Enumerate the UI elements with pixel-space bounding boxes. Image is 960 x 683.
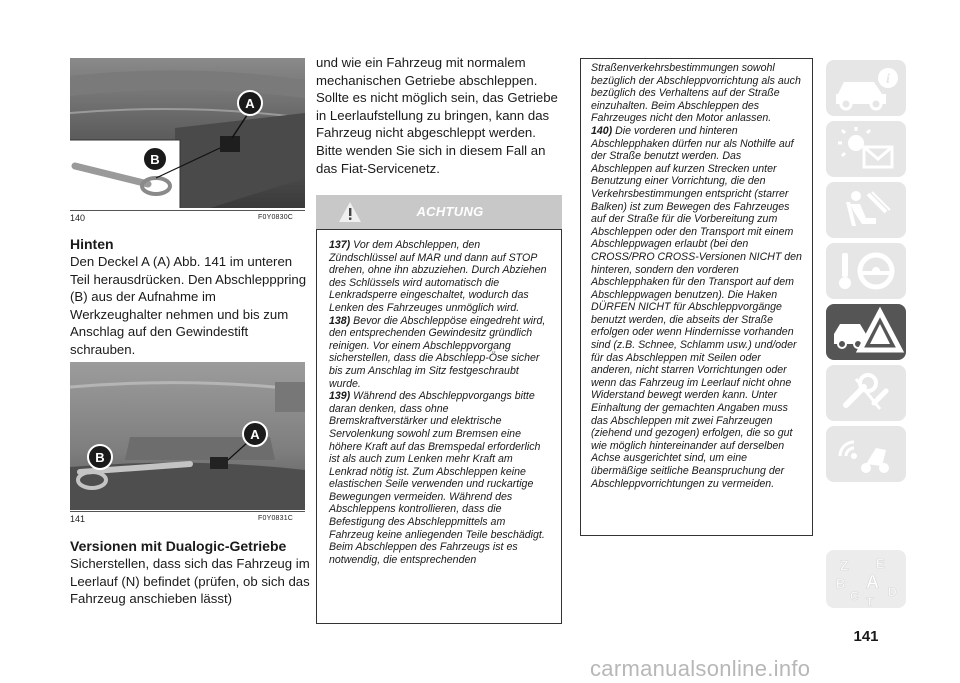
svg-text:i: i bbox=[886, 72, 890, 87]
warning-item-139-number: 139) bbox=[329, 390, 351, 403]
figure-141-label-b: B bbox=[95, 450, 105, 465]
index-letter-z: Z bbox=[840, 557, 849, 573]
key-steering-wheel-icon bbox=[826, 243, 906, 299]
tab-car-info[interactable] bbox=[826, 60, 906, 116]
figure-141-code: F0Y0831C bbox=[258, 515, 294, 522]
section-heading-dualogic: Versionen mit Dualogic-Getriebe bbox=[70, 538, 287, 554]
tab-key-steering[interactable] bbox=[826, 243, 906, 299]
index-letter-t: T bbox=[866, 595, 874, 608]
emergency-triangle-icon bbox=[826, 304, 906, 360]
figure-140-image bbox=[70, 58, 305, 208]
warning-item-137-text: Vor dem Abschleppen, den Zündschlüssel auf MAR und dann auf STOP drehen, ohne ihn abzuziehen. Durch Abziehen des Schlüssels wird automatisch die Lenkradsperre eingeschaltet, wodurch das Lenken des Fahrzeuges unmöglich wird. bbox=[329, 239, 547, 314]
index-letter-e: E bbox=[876, 556, 885, 571]
figure-140-label-b: B bbox=[150, 152, 160, 167]
maintenance-wrench-icon bbox=[826, 365, 906, 421]
index-letters-icon bbox=[826, 550, 906, 608]
warning-item-140-text: Die vorderen und hinteren Abschlepphaken dürfen nur als Nothilfe auf der Straße benutzt werden. Das Abschleppen auf kurzen Strecken unter Benutzung einer Vorrichtung, die den Verkehrsbestimmungen entspricht (starrer Balken) ist zum Bewegen des Fahrzeuges auf der Straße für die Vorbereitung zum Abschleppen oder den Transport mit einem Abschleppwagen erlaubt (bei den CROSS/PRO CROSS-Versionen NICHT den hinteren, sondern den vorderen Abschlepphaken für den Transport auf dem Abschleppwagen benutzen). Die Haken DÜRFEN NICHT für Abschleppvorgänge benutzt werden, die abseits der Straße erfolgen oder wenn Hindernisse vorhanden sind (z.B. Schnee, Schlamm usw.) und/oder für das Abschleppen mit Seilen oder anderen, nicht starren Vorrichtungen oder wenn das Fahrzeug im Leerlauf nicht ohne Widerstand bewegt werden kann. Unter Einhaltung der gemachten Angaben muss das Abschleppen mit zwei Fahrzeugen (ziehend und gezogen) erfolgen, die so gut wie möglich hintereinander auf derselben Achse ausgerichtet sind, um eine übermäßige seitliche Beanspruchung der Abschleppvorrichtungen zu vermeiden. bbox=[591, 124, 802, 490]
figure-141-number: 141 bbox=[70, 514, 86, 524]
tab-airbag-seat[interactable] bbox=[826, 182, 906, 238]
warning-continuation-box bbox=[580, 58, 813, 536]
tab-index[interactable] bbox=[826, 550, 906, 608]
tab-multimedia[interactable] bbox=[826, 426, 906, 482]
figure-140-label-a: A bbox=[245, 96, 255, 111]
index-letter-d: D bbox=[888, 585, 897, 599]
warning-header bbox=[316, 195, 562, 229]
figure-140-rule bbox=[70, 210, 305, 211]
index-letter-b: B bbox=[836, 576, 846, 591]
index-letter-c: C bbox=[850, 589, 859, 603]
section-hinten-text: Den Deckel A (A) Abb. 141 im unteren Teil herausdrücken. Den Abschlepppring (B) aus der Aufnahme im Werkzeughalter nehmen und bis zum Anschlag auf den Gewindestift schrauben. bbox=[70, 254, 307, 357]
figure-141-image bbox=[70, 362, 305, 510]
airbag-seat-icon bbox=[826, 182, 906, 238]
watermark-text: carmanualsonline.info bbox=[590, 656, 811, 681]
tab-emergency[interactable] bbox=[826, 304, 906, 360]
figure-141-rule bbox=[70, 511, 305, 512]
warning-item-138-number: 138) bbox=[329, 314, 351, 327]
index-letter-a: A bbox=[866, 572, 879, 592]
figure-141-label-a: A bbox=[250, 427, 260, 442]
warning-box bbox=[316, 229, 562, 624]
figure-140-code: F0Y0830C bbox=[258, 214, 294, 221]
multimedia-icon bbox=[826, 426, 906, 482]
warning-item-139-text: Während des Abschleppvorgangs bitte daran denken, dass ohne Bremskraftverstärker und elektrische Servolenkung sowohl zum Bremsen eine höhere Kraft auf das Bremspedal erforderlich ist als auch zum Lenken mehr Kraft am Lenkrad nötig ist. Zum Abschleppen keine elastischen Seile verwenden und ruckartige Bewegungen vermeiden. Während des Abschleppens kontrollieren, dass die Befestigung des Abschleppmittels am Fahrzeug keine anliegenden Teile beschädigt. Beim Abschleppen des Fahrzeugs ist es notwendig, die entsprechenden bbox=[329, 390, 545, 566]
section-heading-hinten: Hinten bbox=[70, 236, 114, 252]
car-info-icon bbox=[826, 60, 906, 116]
warning-item-140-number: 140) bbox=[591, 124, 613, 137]
warning-lights-icon bbox=[826, 121, 906, 177]
page-number: 141 bbox=[853, 628, 879, 645]
warning-continuation-text: Straßenverkehrsbestimmungen sowohl bezüglich der Abschleppvorrichtung als auch bezüglich des Verhaltens auf der Straße einzuhalten. Beim Abschleppen des Fahrzeuges nicht den Motor anlassen. bbox=[591, 62, 801, 125]
tab-warning-lights[interactable] bbox=[826, 121, 906, 177]
warning-item-138-text: Bevor die Abschleppöse eingedreht wird, den entsprechenden Gewindesitz gründlich reinigen. Vor einem Abschleppvorgang sicherstellen, dass die Abschlepp-Öse sicher bis zum Anschlag im Sitz festgeschraubt wurde. bbox=[329, 314, 546, 390]
section-dualogic-text: Sicherstellen, dass sich das Fahrzeug im Leerlauf (N) befindet (prüfen, ob sich das Fahrzeug anschieben lässt) bbox=[70, 556, 310, 607]
column2-intro-text: und wie ein Fahrzeug mit normalem mechanischen Getriebe abschleppen. Sollte es nicht möglich sein, das Getriebe in Leerlaufstellung zu bringen, kann das Fahrzeug nicht abgeschleppt werden. Bitte wenden Sie sich in diesem Fall an das Fiat-Servicenetz. bbox=[316, 55, 558, 176]
figure-140-number: 140 bbox=[70, 213, 86, 223]
warning-title: ACHTUNG bbox=[416, 204, 484, 219]
tab-maintenance[interactable] bbox=[826, 365, 906, 421]
warning-item-137-number: 137) bbox=[329, 239, 351, 251]
